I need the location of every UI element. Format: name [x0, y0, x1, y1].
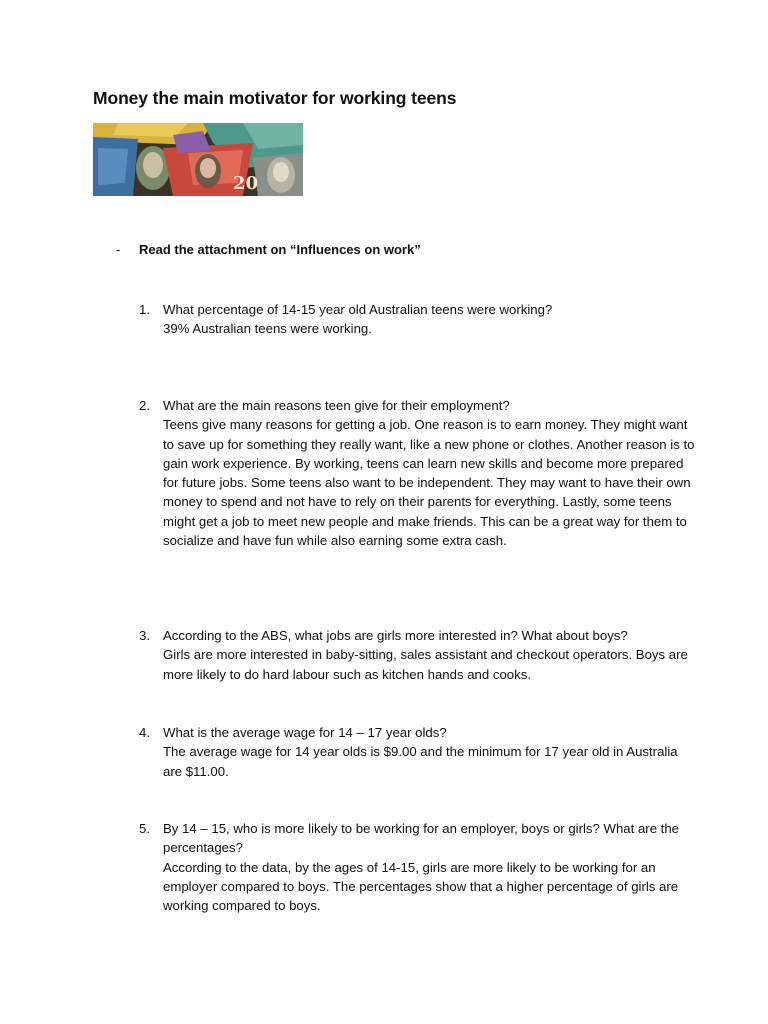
question-text: What are the main reasons teen give for their employment? — [163, 398, 510, 413]
australian-banknotes-image — [93, 123, 303, 196]
bullet-dash: - — [116, 242, 121, 257]
question-item-5 — [139, 819, 699, 915]
answer-text: Teens give many reasons for getting a job. One reason is to earn money. They might want to save up for something they really want, like a new phone or clothes. Another reason is to gain work experience. By working, teens can learn new skills and become more prepared for future jobs. Some teens also want to be independent. They may want to have their own money to spend and not have to rely on their parents for everything. Lastly, some teens might get a job to meet new people and make friends. This can be a great way for them to socialize and have fun while also earning some extra cash. — [163, 417, 695, 549]
question-text: What percentage of 14-15 year old Australian teens were working? — [163, 302, 553, 317]
question-item-2 — [139, 396, 699, 550]
banknote-numeral: 20 — [233, 173, 259, 194]
question-item-4 — [139, 723, 699, 781]
question-item-1 — [139, 300, 699, 339]
answer-text: According to the data, by the ages of 14-15, girls are more likely to be working for an employer compared to boys. The percentages show that a higher percentage of girls are working compared to boys. — [163, 859, 679, 914]
question-number: 3. — [139, 628, 150, 643]
question-item-3 — [139, 626, 699, 684]
question-number: 1. — [139, 302, 150, 317]
question-number: 5. — [139, 821, 150, 836]
question-text: By 14 – 15, who is more likely to be working for an employer, boys or girls? What are the percentages? — [163, 821, 680, 856]
question-number: 2. — [139, 398, 150, 413]
answer-text: The average wage for 14 year olds is $9.00 and the minimum for 17 year old in Australia are $11.00. — [163, 744, 678, 779]
answer-text: Girls are more interested in baby-sitting, sales assistant and checkout operators. Boys are more likely to do hard labour such as kitchen hands and cooks. — [163, 647, 688, 682]
question-text: What is the average wage for 14 – 17 year olds? — [163, 725, 447, 740]
question-text: According to the ABS, what jobs are girls more interested in? What about boys? — [163, 628, 628, 643]
answer-text: 39% Australian teens were working. — [163, 321, 372, 337]
instruction-text: Read the attachment on “Influences on work” — [139, 242, 421, 257]
question-number: 4. — [139, 725, 150, 740]
page-title: Money the main motivator for working teens — [93, 88, 457, 108]
instruction-line — [116, 242, 421, 257]
